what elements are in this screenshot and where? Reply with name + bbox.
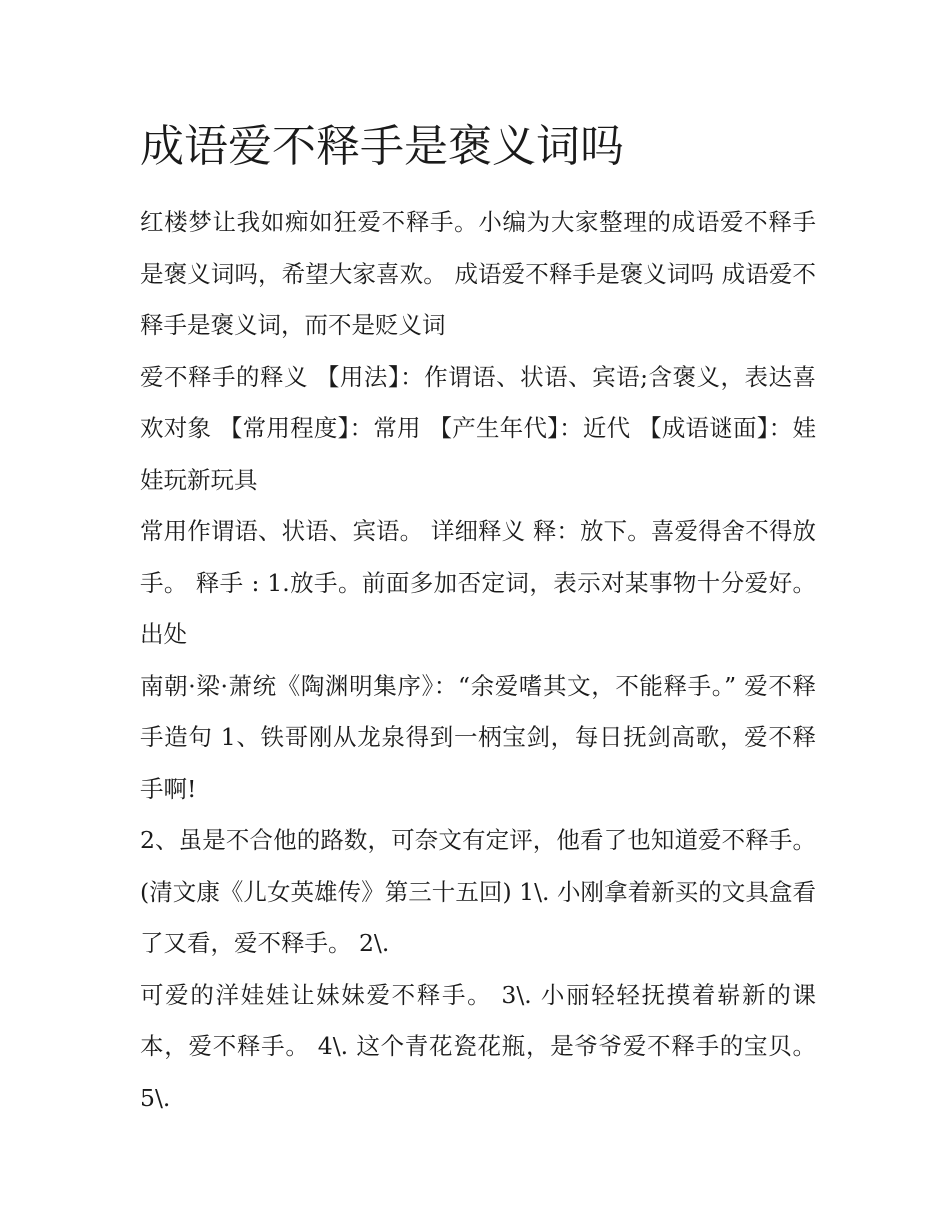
- paragraph-5: 2、虽是不合他的路数，可奈文有定评，他看了也知道爱不释手。(清文康《儿女英雄传》第三十五回) 1\. 小刚拿着新买的文具盒看了又看，爱不释手。 2\.: [140, 826, 816, 957]
- document-body: [140, 197, 816, 1124]
- paragraph-6: 可爱的洋娃娃让妹妹爱不释手。 3\. 小丽轻轻抚摸着崭新的课本，爱不释手。 4\. 这个青花瓷花瓶，是爷爷爱不释手的宝贝。 5\.: [140, 980, 816, 1112]
- paragraph-1: 红楼梦让我如痴如狂爱不释手。小编为大家整理的成语爱不释手是褒义词吗，希望大家喜欢。 成语爱不释手是褒义词吗 成语爱不释手是褒义词，而不是贬义词: [140, 208, 816, 339]
- paragraph-3: 常用作谓语、状语、宾语。 详细释义 释：放下。喜爱得舍不得放手。 释手 : 1.放手。前面多加否定词，表示对某事物十分爱好。 出处: [140, 517, 816, 648]
- paragraph-2: 爱不释手的释义 【用法】：作谓语、状语、宾语;含褒义，表达喜欢对象 【常用程度】：常用 【产生年代】：近代 【成语谜面】：娃娃玩新玩具: [140, 362, 816, 494]
- document-title: 成语爱不释手是褒义词吗: [140, 121, 624, 172]
- paragraph-4: 南朝·梁·萧统《陶渊明集序》：“余爱嗜其文，不能释手。” 爱不释手造句 1、铁哥刚从龙泉得到一柄宝剑，每日抚剑高歌，爱不释手啊!: [140, 671, 816, 803]
